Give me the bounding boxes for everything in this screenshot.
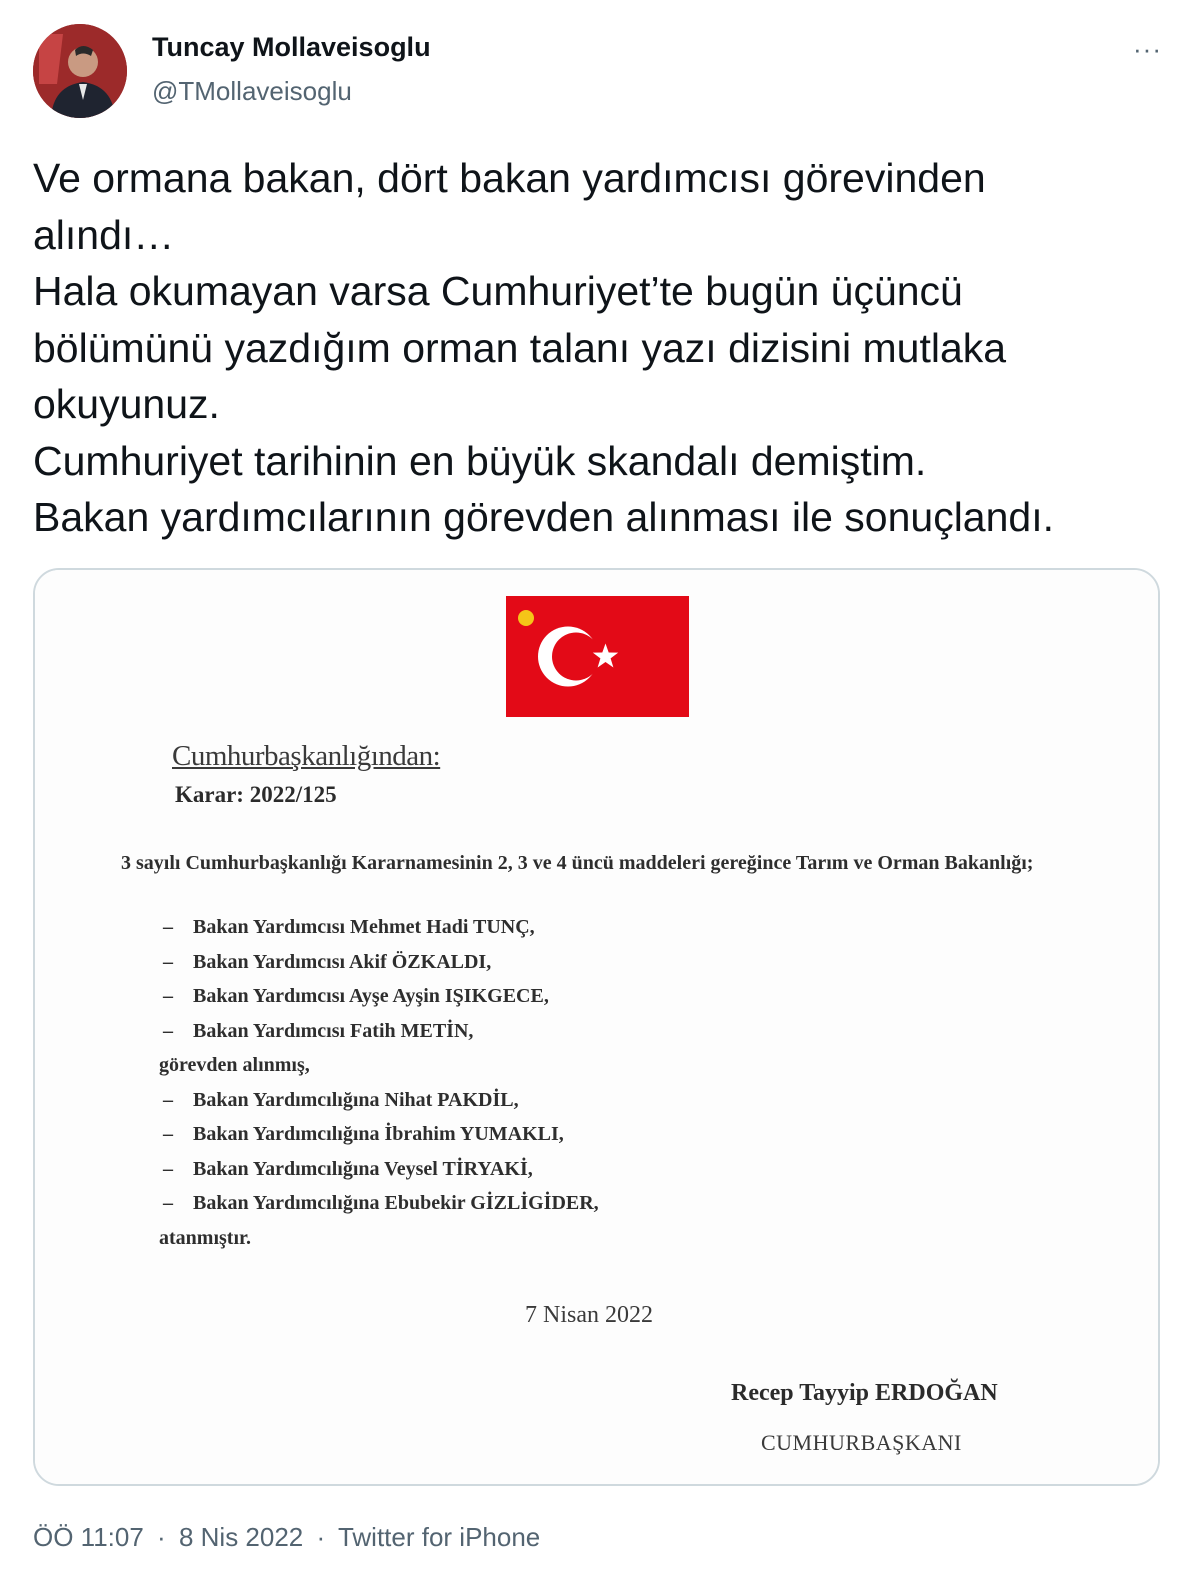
more-options-icon[interactable]: ··· xyxy=(1133,34,1162,64)
list-item xyxy=(155,979,955,1014)
removed-official: Bakan Yardımcısı Fatih METİN, xyxy=(193,1019,474,1042)
appointed-official: Bakan Yardımcılığına Nihat PAKDİL, xyxy=(193,1088,519,1111)
list-item xyxy=(155,1186,955,1221)
profile-photo-icon xyxy=(33,24,127,118)
separator: · xyxy=(316,1522,326,1552)
separator: · xyxy=(157,1522,166,1552)
tweet-line: okuyunuz. xyxy=(33,381,220,427)
tweet-text xyxy=(33,150,1168,546)
appointed-official: Bakan Yardımcılığına Veysel TİRYAKİ, xyxy=(193,1157,533,1180)
dash: – xyxy=(163,1123,173,1145)
tweet-line: alındı… xyxy=(33,211,175,258)
dash: – xyxy=(163,985,173,1007)
list-item xyxy=(155,1117,955,1152)
tweet-time[interactable]: ÖÖ 11:07 xyxy=(33,1522,144,1552)
list-item xyxy=(155,910,955,945)
removed-official: Bakan Yardımcısı Mehmet Hadi TUNÇ, xyxy=(193,916,535,938)
decision-number: Karar: 2022/125 xyxy=(175,782,337,807)
user-handle[interactable]: @TMollaveisoglu xyxy=(152,76,352,106)
list-item xyxy=(155,1152,955,1187)
signer-name: Recep Tayyip ERDOĞAN xyxy=(731,1380,998,1406)
decree-body: 3 sayılı Cumhurbaşkanlığı Kararnamesinin 2, 3 ve 4 üncü maddeleri gereğince Tarım ve Orman Bakanlığı; xyxy=(121,852,1034,874)
removed-official: Bakan Yardımcısı Ayşe Ayşin IŞIKGECE, xyxy=(193,985,549,1007)
dash: – xyxy=(163,1019,173,1042)
avatar[interactable] xyxy=(33,24,127,118)
document-issuer: Cumhurbaşkanlığından: xyxy=(172,740,441,772)
display-name[interactable]: Tuncay Mollaveisoglu xyxy=(152,32,431,62)
signer-title: CUMHURBAŞKANI xyxy=(761,1430,962,1455)
dash: – xyxy=(163,1192,173,1214)
dash: – xyxy=(163,916,173,938)
tweet-line: Cumhuriyet tarihinin en büyük skandalı demiştim. xyxy=(33,437,927,484)
appointed-official: Bakan Yardımcılığına İbrahim YUMAKLI, xyxy=(193,1123,564,1145)
dash: – xyxy=(163,1088,173,1111)
removed-note: görevden alınmış, xyxy=(159,1054,310,1076)
appointed-official: Bakan Yardımcılığına Ebubekir GİZLİGİDER, xyxy=(193,1192,599,1214)
decree-list xyxy=(155,910,955,1255)
turkish-flag-icon xyxy=(506,596,689,717)
tweet-line: Hala okumayan varsa Cumhuriyet’te bugün üçüncü xyxy=(33,268,963,314)
attached-image[interactable] xyxy=(33,568,1160,1486)
dash: – xyxy=(163,950,173,973)
decree-document xyxy=(35,570,1158,1484)
list-item xyxy=(155,945,955,980)
list-item xyxy=(155,1083,955,1118)
tweet-line: bölümünü yazdığım orman talanı yazı dizisini mutlaka xyxy=(33,324,1007,371)
tweet-line: Ve ormana bakan, dört bakan yardımcısı görevinden xyxy=(33,155,986,201)
dash: – xyxy=(163,1157,173,1180)
tweet-metadata xyxy=(33,1522,540,1553)
tweet-line: Bakan yardımcılarının görevden alınması ile sonuçlandı. xyxy=(33,494,1054,540)
appointed-note: atanmıştır. xyxy=(159,1226,252,1249)
tweet-date[interactable]: 8 Nis 2022 xyxy=(178,1522,304,1552)
tweet-source[interactable]: Twitter for iPhone xyxy=(337,1522,541,1552)
removed-official: Bakan Yardımcısı Akif ÖZKALDI, xyxy=(193,950,492,973)
list-item xyxy=(155,1014,955,1049)
document-date: 7 Nisan 2022 xyxy=(525,1302,653,1328)
